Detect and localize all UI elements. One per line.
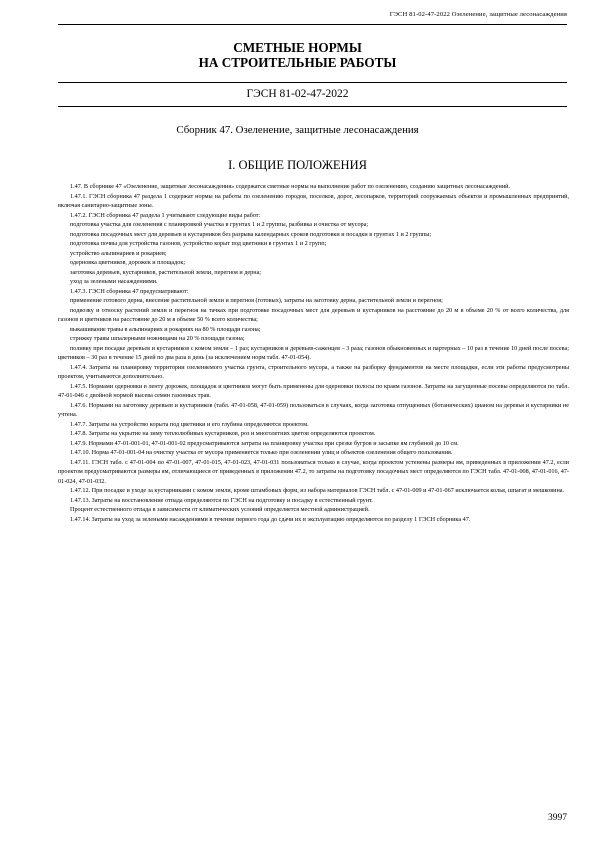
paragraph: 1.47.7. Затраты на устройство корыта под цветники и его глубина определяются проектом.	[70, 420, 309, 428]
paragraph: заготовка деревьев, кустарников, растительной земли, перегноя и дерна;	[70, 268, 262, 276]
paragraph: подготовка посадочных мест для деревьев и кустарников без разрыва календарных сроков подготовки и посадки в грунтах 1 и 2 группы;	[70, 230, 432, 238]
paragraph: выкашивание травы в альпинариях и рокариях на 80 % площади газона;	[70, 325, 261, 333]
paragraph: 1.47.10. Норма 47-01-001-04 на очистку участка от мусора применяется только при озеленении улиц и объектов озеленения общего пользования.	[70, 449, 453, 456]
paragraph: стрижку травы шпалерными ножницами на 20 % площади газона;	[70, 335, 245, 342]
paragraph: 1.47.2. ГЭСН сборника 47 раздела 1 учитывают следующие виды работ:	[70, 211, 261, 219]
paragraph: 1.47.11. ГЭСН табл. с 47-01-004 по 47-01-007, 47-01-015, 47-01-023, 47-01-031 пользоваться только в случае, когда проектом уcтенены размеры ям, приведенных в приложении 47.2, если проектом предусматриваются размеры ям, отличающиеся от приведенных в приложении 47.2, то затраты на подготовку посадочных мест определяются по ГЭСН табл. 47-01-008, 47-01-016, 47-01-024, 47-01-032.	[58, 458, 569, 485]
paragraph: Процент естественного отпада в зависимости от климатических условий определяется местной администрацией.	[70, 506, 370, 513]
paragraph: 1.47.9. Нормами 47-01-001-01, 47-01-001-02 предусматриваются затраты на планировку участка при срезке бугров и засыпке ям глубиной до 10 см.	[70, 439, 459, 447]
paragraph: 1.47.13. Затраты на восстановление отпада определяются по ГЭСН на подготовку и посадку в естественный грунт.	[70, 496, 373, 504]
title-rule	[58, 82, 567, 83]
paragraph: 1.47. В сборнике 47 «Озеленение, защитные лесонасаждения» содержатся сметные нормы на выполнение работ по озеленению, созданию защитных лесонасаждений.	[70, 183, 510, 190]
collection-title: Сборник 47. Озеленение, защитные лесонасаждения	[176, 124, 419, 136]
paragraph: поливку при посадке деревьев и кустарников с комом земли – 1 раз; кустарников и деревьев-саженцев – 3 раза; газонов обыкновенных и партерных – 10 раз в течение 10 дней после посева; цветников – 30 раз в течение 15 дней по два раза в день (за исключением норм табл. 47-01-054).	[58, 344, 569, 361]
paragraph: подвозку и относку растений земли и перегноя на тачках при подготовке посадочных мест для деревьев и кустарников на расстояние до 20 м в объеме 20 % от всего количества, для газонов и цветников на расстояние до 20 м в объеме 50 % всего количества;	[58, 306, 569, 323]
paragraph: применение готового дерна, внесение растительной земли и перегноя (готовых), затраты на заготовку дерна, растительной земли и перегноя;	[70, 297, 443, 304]
running-header: ГЭСН 81-02-47-2022 Озеленение, защитные лесонасаждения	[389, 11, 567, 18]
title-line-2: НА СТРОИТЕЛЬНЫЕ РАБОТЫ	[198, 55, 397, 70]
paragraph: 1.47.1. ГЭСН сборника 47 раздела 1 содержат нормы на работы по озеленению городов, поселков, дорог, лесопарков, территорий сооружаемых объектов и промышленных предприятий, включая санитарно-защитные зоны.	[58, 192, 569, 209]
header-rule	[58, 24, 567, 25]
paragraph: 1.47.4. Затраты на планировку территории озеленяемого участка грунта, строительного мусора, а также на разборку фундаментов на месте площадки, если эти работы предусмотрены проектом, учитываются дополнительно.	[58, 363, 569, 380]
paragraph: 1.47.6. Нормами на заготовку деревьев и кустарников (табл. 47-01-058, 47-01-059) пользоваться в случаях, когда заготовка отпущенных (ботанических) цианом на деревья и кустарники не учтена.	[58, 401, 569, 418]
paragraph: одерновка цветников, дорожек и площадок;	[70, 259, 186, 266]
body-text	[58, 182, 569, 524]
code-rule	[58, 106, 567, 107]
paragraph: подготовка почвы для устройства газонов, устройство корыт под цветники в грунтах 1 и 2 групп;	[70, 240, 327, 247]
paragraph: уход за зелеными насаждениями.	[70, 278, 158, 285]
title-line-1: СМЕТНЫЕ НОРМЫ	[233, 40, 362, 55]
paragraph: 1.47.12. При посадке и уходе за кустарниками с комом земли, кроме штамбовых форм, из набора материалов ГЭСН табл. с 47-01-009 и 47-01-067 исключается колья, шпагат и мешковина.	[70, 487, 565, 494]
paragraph: 1.47.3. ГЭСН сборника 47 предусматривают:	[70, 287, 189, 295]
section-heading: I. ОБЩИЕ ПОЛОЖЕНИЯ	[228, 158, 367, 172]
paragraph: 1.47.5. Нормами одерновки в ленту дорожек, площадок и цветников могут быть применены для одерновки полосы по краям газонов. Затраты на загущенные посевы определяются по табл. 47-01-046 с двойной нормой высева семян газонных трав.	[58, 382, 569, 399]
paragraph: 1.47.14. Затраты на уход за зелеными насаждениями в течение первого года до сдачи их в эксплуатацию определяются по разделу 1 ГЭСН сборника 47.	[70, 515, 471, 523]
paragraph: подготовка участка для озеленения с планировкой участка в грунтах 1 и 2 группы, разбивка и очистка от мусора;	[70, 221, 369, 228]
paragraph: 1.47.8. Затраты на укрытие на зиму теплолюбивых кустарников, роз и многолетних цветов определяются проектом.	[70, 430, 376, 437]
page-number: 3997	[548, 813, 567, 823]
paragraph: устройство альпинариев и рокариев;	[70, 249, 167, 257]
document-title	[0, 40, 595, 70]
norm-code: ГЭСН 81-02-47-2022	[246, 88, 349, 100]
